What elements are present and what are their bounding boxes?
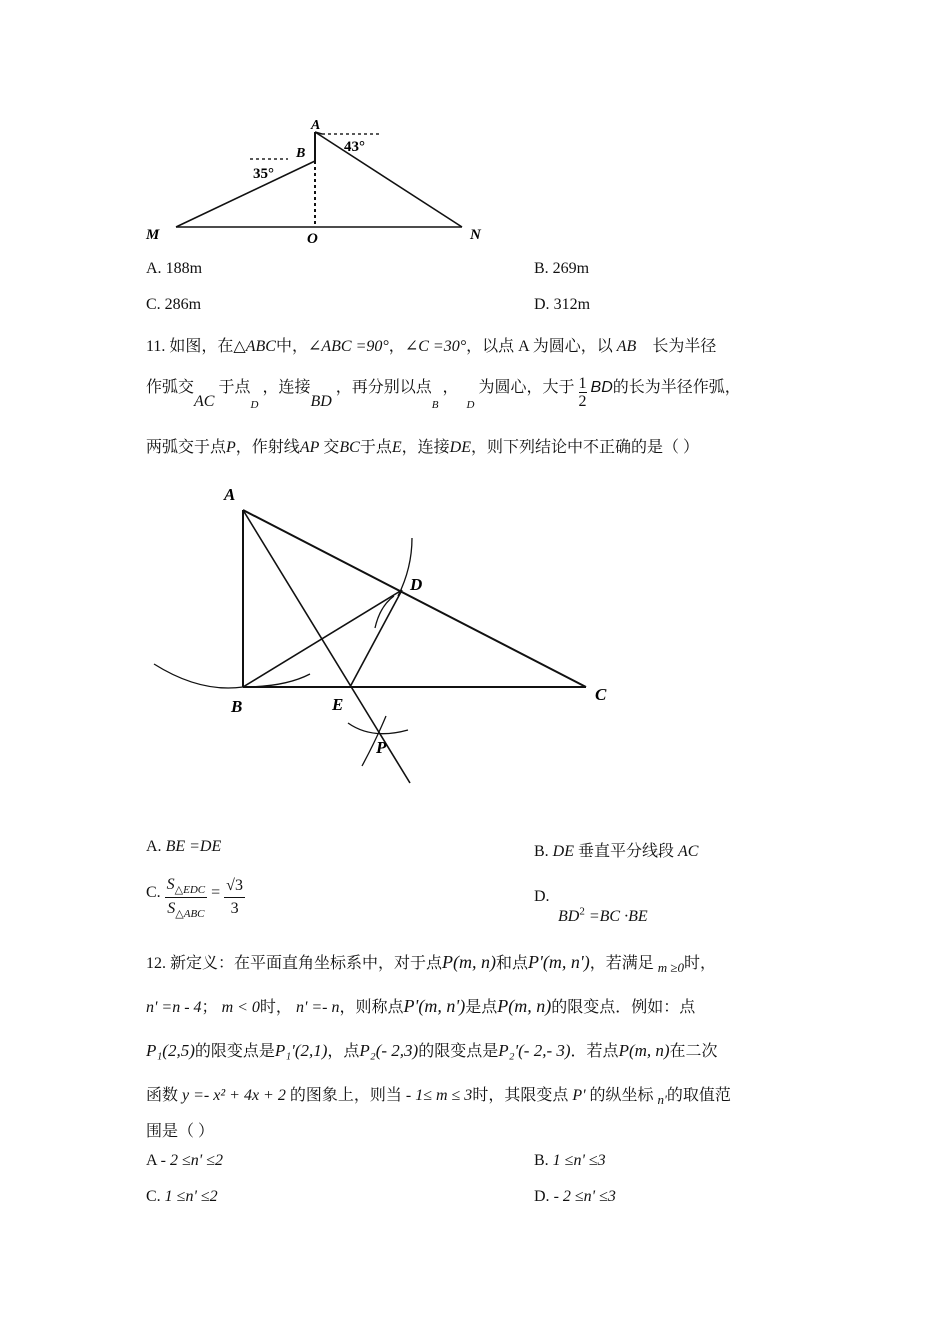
option-text: 188m [165,260,203,277]
q12-line-1: 12. 新定义：在平面直角坐标系中，对于点P(m, n)和点P'(m, n')，若满足 $_{m \ge 0}$时， [146,952,717,975]
label-n: N [470,227,481,243]
option-letter: D. [534,296,550,313]
q11-option-b[interactable]: B. DE 垂直平分线段 AC [534,843,699,860]
label-a: A [224,485,236,504]
q11-option-a[interactable]: A. BE =DE [146,838,222,855]
label-b: B [296,146,306,161]
q12-line-5: 围是（ ） [146,1123,215,1140]
label-angle-a: 43° [344,139,365,155]
q12-option-d[interactable]: D. - 2 ≤n' ≤3 [534,1188,616,1205]
q11-option-d[interactable]: D. $BD^2 =BC \cdot BE$ [534,888,648,926]
q10-option-b[interactable] [534,260,589,278]
q12-option-c[interactable]: C. 1 ≤n' ≤2 [146,1188,218,1205]
q11-option-c[interactable]: C. $S_{\triangle EDC}$ $S_{\triangle ABC}$ = $\frac{√3}{3}$ [146,876,243,920]
q12-line-4: 函数 y =- x² + 4x + 2 的图象上，则当 - 1≤ m ≤ 3时，其限变点 P' 的纵坐标 $_{n'}$的取值范 [146,1087,731,1107]
option-text: 269m [552,260,590,277]
q10-option-a[interactable] [146,260,202,278]
q11-line-3: 两弧交于点P，作射线AP 交BC于点E，连接DE，则下列结论中不正确的是（ ） [146,439,699,456]
q12-line-2: n' =n - 4； m < 0时， n' =- n，则称点P'(m, n')是点P(m, n)的限变点．例如：点 [146,996,696,1016]
q11-line-1: 11. 如图，在△ABC中，∠ABC =90°，∠C =30°，以点 A 为圆心，以 AB 长为半径 [146,338,717,355]
option-text: 312m [553,296,591,313]
option-letter: B. [534,260,549,277]
label-o: O [307,231,318,247]
q11-line-2: 作弧交AC 于点$_D$ ，连接BD ，再分别以点$_B$ ， $_D$ 为圆心，大于 $\frac{1}{2}$ BD的长为半径作弧， [146,375,741,412]
label-e: E [332,695,344,714]
label-b: B [231,697,243,716]
option-text: 286m [164,296,202,313]
label-c: C [595,685,607,704]
option-letter: C. [146,296,161,313]
label-angle-b: 35° [253,166,274,182]
option-letter: A. [146,260,162,277]
label-m: M [146,227,160,243]
q10-option-c[interactable] [146,296,201,314]
q12-option-a[interactable]: A - 2 ≤n' ≤2 [146,1152,223,1169]
label-a: A [311,118,321,133]
q10-option-d[interactable] [534,296,590,314]
figure-q10 [140,115,510,250]
label-d: D [410,575,423,594]
label-p: P [376,738,387,757]
q12-line-3: P₁(2,5)的限变点是P₁'(2,1)，点P₂(- 2,3)的限变点是P₂'(- 2,- 3)．若点P(m, n)在二次 [146,1041,718,1060]
figure-q11 [140,478,630,788]
q12-option-b[interactable]: B. 1 ≤n' ≤3 [534,1152,606,1169]
